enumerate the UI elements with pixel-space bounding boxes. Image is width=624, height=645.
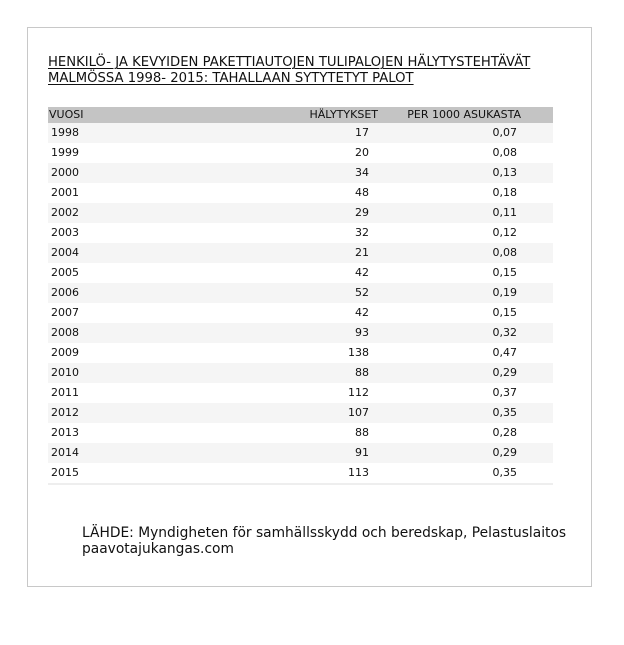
table-row xyxy=(48,283,553,303)
cell-per-1000: 0,37 xyxy=(378,383,553,403)
cell-alarms: 88 xyxy=(226,423,378,443)
cell-year: 2015 xyxy=(48,463,226,484)
header-per-1000: PER 1000 ASUKASTA xyxy=(378,107,553,123)
cell-alarms: 17 xyxy=(226,123,378,143)
table-row xyxy=(48,363,553,383)
cell-year: 2004 xyxy=(48,243,226,263)
cell-alarms: 48 xyxy=(226,183,378,203)
cell-per-1000: 0,15 xyxy=(378,303,553,323)
table-row xyxy=(48,223,553,243)
cell-year: 2014 xyxy=(48,443,226,463)
cell-year: 2012 xyxy=(48,403,226,423)
cell-year: 1999 xyxy=(48,143,226,163)
table-row xyxy=(48,123,553,143)
cell-per-1000: 0,11 xyxy=(378,203,553,223)
table-row xyxy=(48,423,553,443)
cell-per-1000: 0,28 xyxy=(378,423,553,443)
cell-alarms: 52 xyxy=(226,283,378,303)
cell-year: 2005 xyxy=(48,263,226,283)
source-line-1: LÄHDE: Myndigheten för samhällsskydd och beredskap, Pelastuslaitos xyxy=(82,525,567,541)
statistics-table xyxy=(48,107,553,485)
cell-year: 2007 xyxy=(48,303,226,323)
table-row xyxy=(48,343,553,363)
cell-per-1000: 0,07 xyxy=(378,123,553,143)
cell-year: 2010 xyxy=(48,363,226,383)
table-row xyxy=(48,243,553,263)
cell-per-1000: 0,08 xyxy=(378,143,553,163)
table-row xyxy=(48,163,553,183)
cell-year: 1998 xyxy=(48,123,226,143)
cell-alarms: 29 xyxy=(226,203,378,223)
cell-alarms: 107 xyxy=(226,403,378,423)
cell-alarms: 91 xyxy=(226,443,378,463)
table-row xyxy=(48,323,553,343)
table-header-row xyxy=(48,107,553,123)
cell-alarms: 42 xyxy=(226,303,378,323)
table-row xyxy=(48,183,553,203)
cell-alarms: 113 xyxy=(226,463,378,484)
cell-alarms: 21 xyxy=(226,243,378,263)
table-row xyxy=(48,203,553,223)
table-row xyxy=(48,443,553,463)
title-line-2: MALMÖSSA 1998- 2015: TAHALLAAN SYTYTETYT PALOT xyxy=(48,71,414,86)
cell-per-1000: 0,12 xyxy=(378,223,553,243)
cell-year: 2013 xyxy=(48,423,226,443)
cell-year: 2003 xyxy=(48,223,226,243)
cell-year: 2000 xyxy=(48,163,226,183)
cell-per-1000: 0,47 xyxy=(378,343,553,363)
cell-alarms: 138 xyxy=(226,343,378,363)
cell-per-1000: 0,19 xyxy=(378,283,553,303)
cell-year: 2009 xyxy=(48,343,226,363)
cell-per-1000: 0,29 xyxy=(378,363,553,383)
cell-per-1000: 0,13 xyxy=(378,163,553,183)
cell-per-1000: 0,35 xyxy=(378,463,553,484)
cell-per-1000: 0,08 xyxy=(378,243,553,263)
header-year: VUOSI xyxy=(48,107,226,123)
header-alarms: HÄLYTYKSET xyxy=(226,107,378,123)
cell-year: 2008 xyxy=(48,323,226,343)
table-row xyxy=(48,143,553,163)
cell-alarms: 20 xyxy=(226,143,378,163)
title-line-1: HENKILÖ- JA KEVYIDEN PAKETTIAUTOJEN TULIPALOJEN HÄLYTYSTEHTÄVÄT xyxy=(48,55,531,70)
cell-year: 2006 xyxy=(48,283,226,303)
source-line-2: paavotajukangas.com xyxy=(82,541,234,557)
cell-alarms: 112 xyxy=(226,383,378,403)
cell-per-1000: 0,15 xyxy=(378,263,553,283)
page-title xyxy=(48,55,578,87)
table-row xyxy=(48,463,553,484)
cell-per-1000: 0,35 xyxy=(378,403,553,423)
cell-alarms: 88 xyxy=(226,363,378,383)
cell-alarms: 93 xyxy=(226,323,378,343)
cell-year: 2011 xyxy=(48,383,226,403)
table-row xyxy=(48,383,553,403)
cell-alarms: 34 xyxy=(226,163,378,183)
table-body xyxy=(48,123,553,484)
table-row xyxy=(48,403,553,423)
cell-per-1000: 0,32 xyxy=(378,323,553,343)
cell-alarms: 32 xyxy=(226,223,378,243)
cell-year: 2002 xyxy=(48,203,226,223)
cell-per-1000: 0,29 xyxy=(378,443,553,463)
cell-per-1000: 0,18 xyxy=(378,183,553,203)
cell-alarms: 42 xyxy=(226,263,378,283)
cell-year: 2001 xyxy=(48,183,226,203)
source-note xyxy=(82,525,566,557)
table-row xyxy=(48,263,553,283)
table-row xyxy=(48,303,553,323)
